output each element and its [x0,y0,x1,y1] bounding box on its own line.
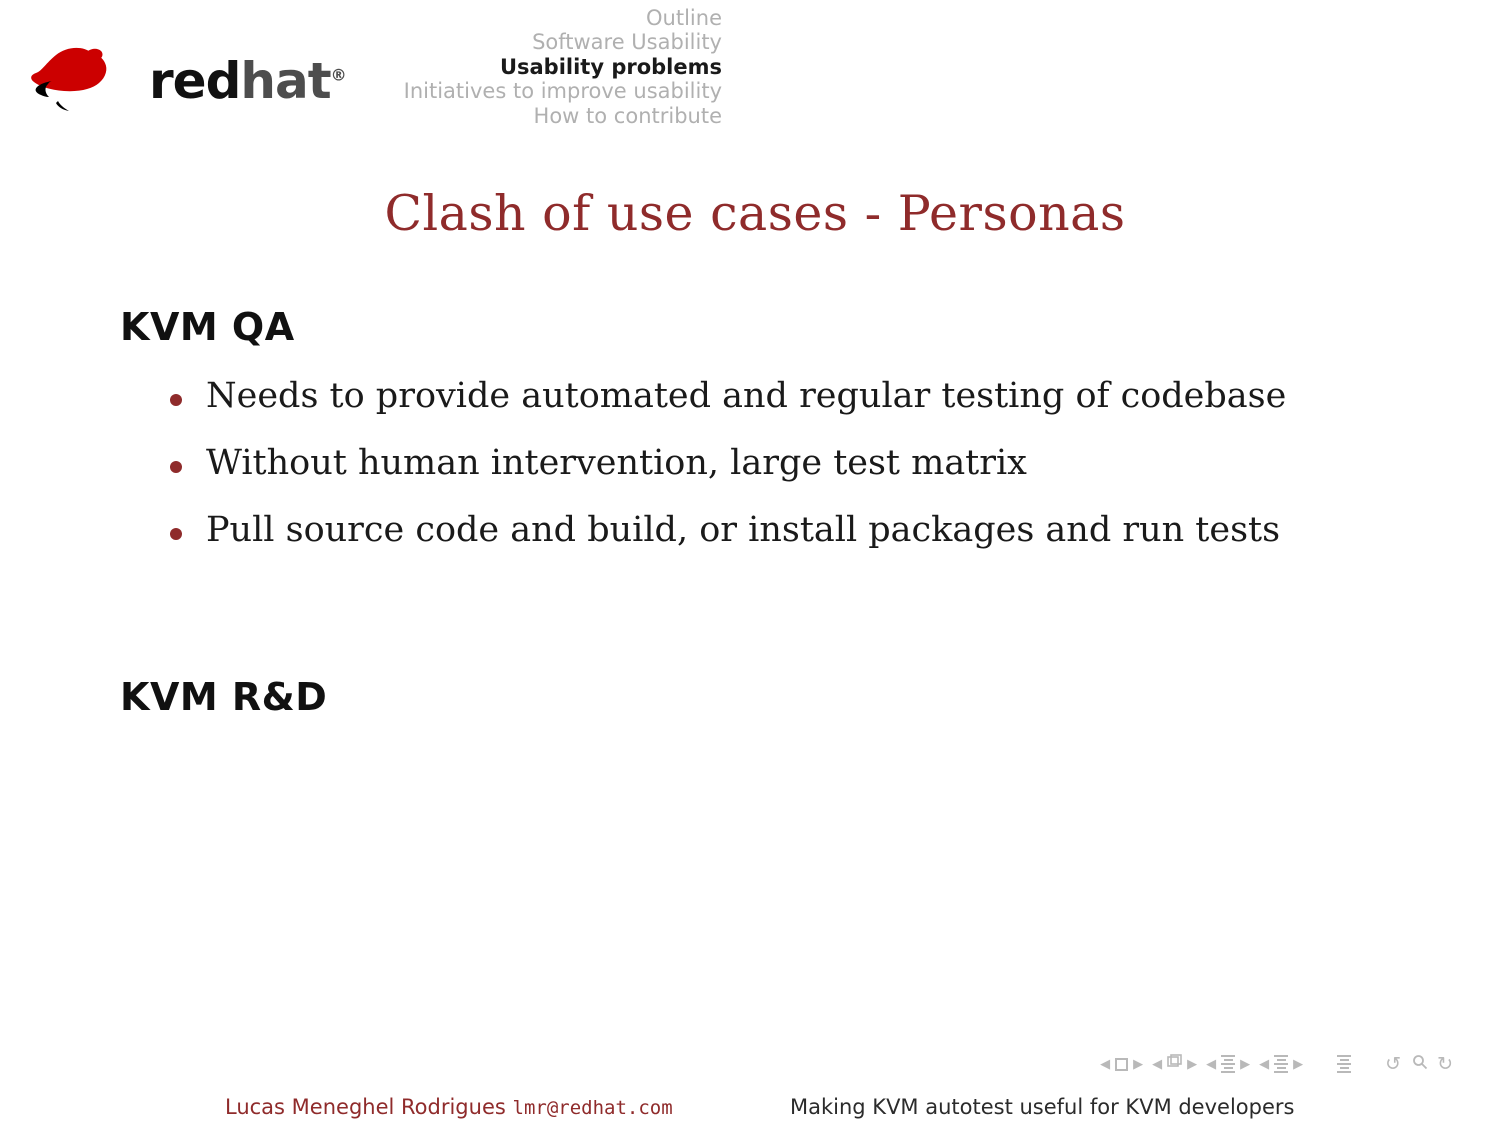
list-item: Needs to provide automated and regular testing of codebase [164,363,1440,430]
forward-arrow-icon[interactable]: ↻ [1437,1053,1455,1075]
prev-subsection-icon[interactable]: ◀ [1152,1056,1163,1072]
nav-item-usability-problems[interactable]: Usability problems [499,54,722,79]
next-presentation-icon[interactable]: ▶ [1293,1056,1304,1072]
list-item: Without human intervention, large test matrix [164,430,1440,497]
section-heading-kvm-qa: KVM QA [120,305,295,349]
back-arrow-icon[interactable]: ↺ [1385,1053,1404,1075]
nav-item-how-to-contribute[interactable]: How to contribute [533,103,722,128]
slide-footer [0,1013,1510,1133]
logo-text-red: red [149,52,241,110]
subsection-nav-group[interactable] [1152,1054,1197,1074]
search-icon[interactable] [1412,1053,1428,1075]
presentation-nav-group[interactable] [1259,1055,1303,1073]
nav-item-outline[interactable]: Outline [646,6,722,30]
beamer-nav-symbols [1100,1053,1455,1075]
nav-item-software-usability[interactable]: Software Usability [532,30,722,55]
slide-title: Clash of use cases - Personas [384,185,1126,242]
footer-author-name: Lucas Meneghel Rodrigues [225,1095,506,1119]
footer-talk-title: Making KVM autotest useful for KVM developers [790,1095,1295,1119]
list-item: Pull source code and build, or install packages and run tests [164,497,1440,564]
prev-presentation-icon[interactable]: ◀ [1259,1056,1270,1072]
section-heading-kvm-rd: KVM R&D [120,674,328,719]
prev-frame-icon[interactable]: ◀ [1100,1056,1111,1072]
bullet-list-kvm-qa [120,363,1440,565]
prev-section-icon[interactable]: ◀ [1206,1056,1217,1072]
logo-trademark: ® [330,65,346,85]
next-section-icon[interactable]: ▶ [1240,1056,1251,1072]
presentation-icon[interactable] [1274,1055,1288,1073]
frame-nav-group[interactable] [1100,1057,1143,1072]
frame-icon[interactable] [1115,1058,1128,1071]
slide-content [120,305,1440,733]
footer-author [225,1095,673,1119]
section-icon[interactable] [1221,1055,1235,1073]
slide-header [0,0,1510,150]
next-subsection-icon[interactable]: ▶ [1187,1056,1198,1072]
document-icon[interactable] [1337,1055,1351,1073]
subsection-icon[interactable] [1167,1054,1182,1074]
outline-navigation [0,6,722,128]
nav-item-initiatives[interactable]: Initiatives to improve usability [403,79,722,104]
next-frame-icon[interactable]: ▶ [1133,1056,1144,1072]
logo-text-hat: hat [240,52,331,110]
footer-author-email: lmr@redhat.com [512,1097,673,1119]
section-nav-group[interactable] [1206,1055,1250,1073]
